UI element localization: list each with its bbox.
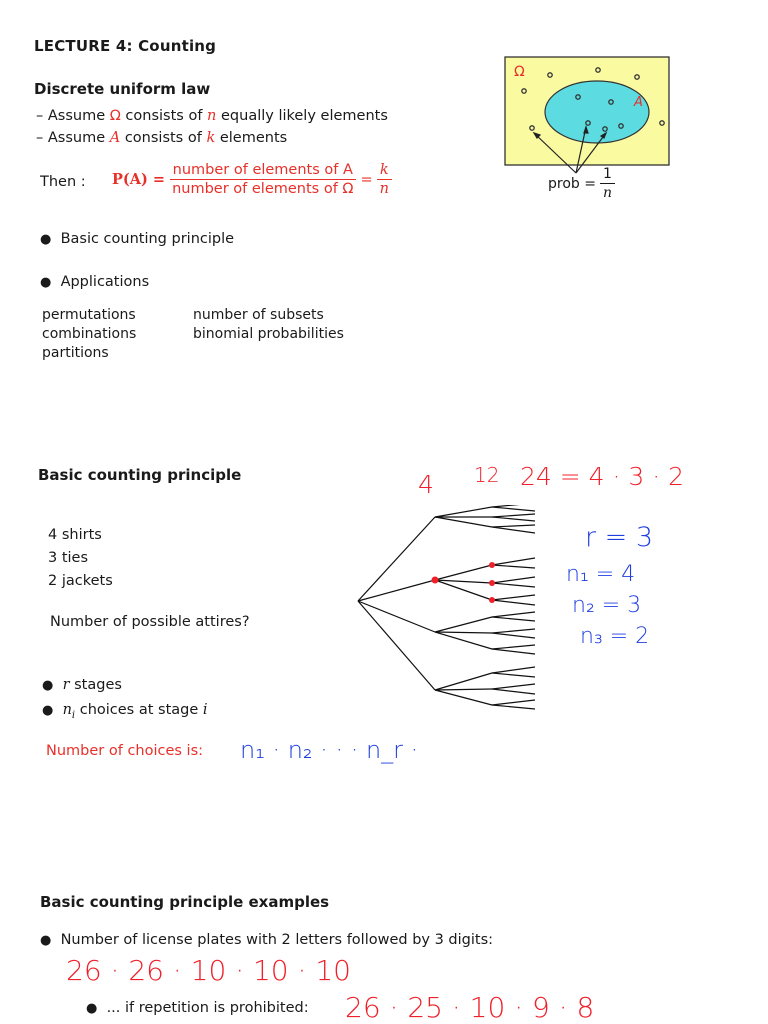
application-item: binomial probabilities	[193, 326, 344, 342]
item-ties: 3 ties	[48, 550, 89, 566]
handwritten-24-product: 24 = 4 · 3 · 2	[520, 462, 685, 491]
a-label: A	[634, 95, 643, 110]
event-a-ellipse	[545, 81, 649, 143]
attire-items	[48, 524, 113, 593]
formula-k-over-n: $\frac{k}{n}$	[377, 162, 392, 197]
application-item: permutations	[42, 307, 136, 323]
applications-right-list	[193, 306, 344, 344]
choices-label: Number of choices is:	[46, 743, 204, 759]
lecture-title: LECTURE 4: Counting	[34, 37, 217, 55]
applications-left-list	[42, 306, 136, 363]
handwritten-n3: n₃ = 2	[580, 624, 650, 649]
section-heading-uniform-law: Discrete uniform law	[34, 80, 211, 98]
bullet-stages: ● r stages	[42, 677, 122, 693]
handwritten-12: 12	[474, 463, 500, 487]
tree-branches	[358, 505, 535, 709]
application-item: number of subsets	[193, 307, 324, 323]
section-heading-examples: Basic counting principle examples	[40, 893, 330, 911]
formula-fraction: $\frac{\text{number of elements of A}}{\text{number of elements of Ω}}$	[169, 162, 356, 197]
bullet-choices: ● $n_i$ choices at stage i	[42, 702, 208, 721]
assumption-a: – Assume A consists of k elements	[36, 130, 288, 146]
uniform-law-formula: P(A) = $\frac{\text{number of elements of A}}{\text{number of elements of Ω}}$ = $\frac{k}{n}$	[112, 162, 392, 197]
handwritten-4: 4	[418, 470, 434, 499]
application-item: partitions	[42, 345, 109, 361]
handwritten-answer-no-repetition: 26 · 25 · 10 · 9 · 8	[345, 991, 595, 1024]
item-shirts: 4 shirts	[48, 527, 102, 543]
omega-label: Ω	[514, 64, 525, 80]
bullet-no-repetition: ● ... if repetition is prohibited:	[86, 1000, 309, 1016]
then-label: Then :	[40, 174, 86, 190]
application-item: combinations	[42, 326, 137, 342]
attire-question: Number of possible attires?	[50, 614, 250, 630]
item-jackets: 2 jackets	[48, 573, 113, 589]
handwritten-n2: n₂ = 3	[572, 593, 642, 618]
bullet-basic-counting: ● Basic counting principle	[40, 231, 235, 247]
bullet-license-plates: ● Number of license plates with 2 letters followed by 3 digits:	[40, 932, 494, 948]
handwritten-r-equals-3: r = 3	[585, 522, 654, 553]
formula-lhs: P(A) =	[112, 171, 166, 188]
bullet-applications: ● Applications	[40, 274, 150, 290]
handwritten-answer-with-repetition: 26 · 26 · 10 · 10 · 10	[66, 954, 351, 987]
prob-label: prob = $\frac{1}{n}$	[548, 166, 615, 201]
section-heading-counting-principle: Basic counting principle	[38, 466, 242, 484]
assumption-omega: – Assume Ω consists of n equally likely elements	[36, 108, 388, 124]
tree-diagram	[350, 505, 545, 710]
handwritten-n1: n₁ = 4	[566, 562, 636, 587]
handwritten-product-formula: n₁ · n₂ · · · n_r ·	[240, 736, 419, 764]
